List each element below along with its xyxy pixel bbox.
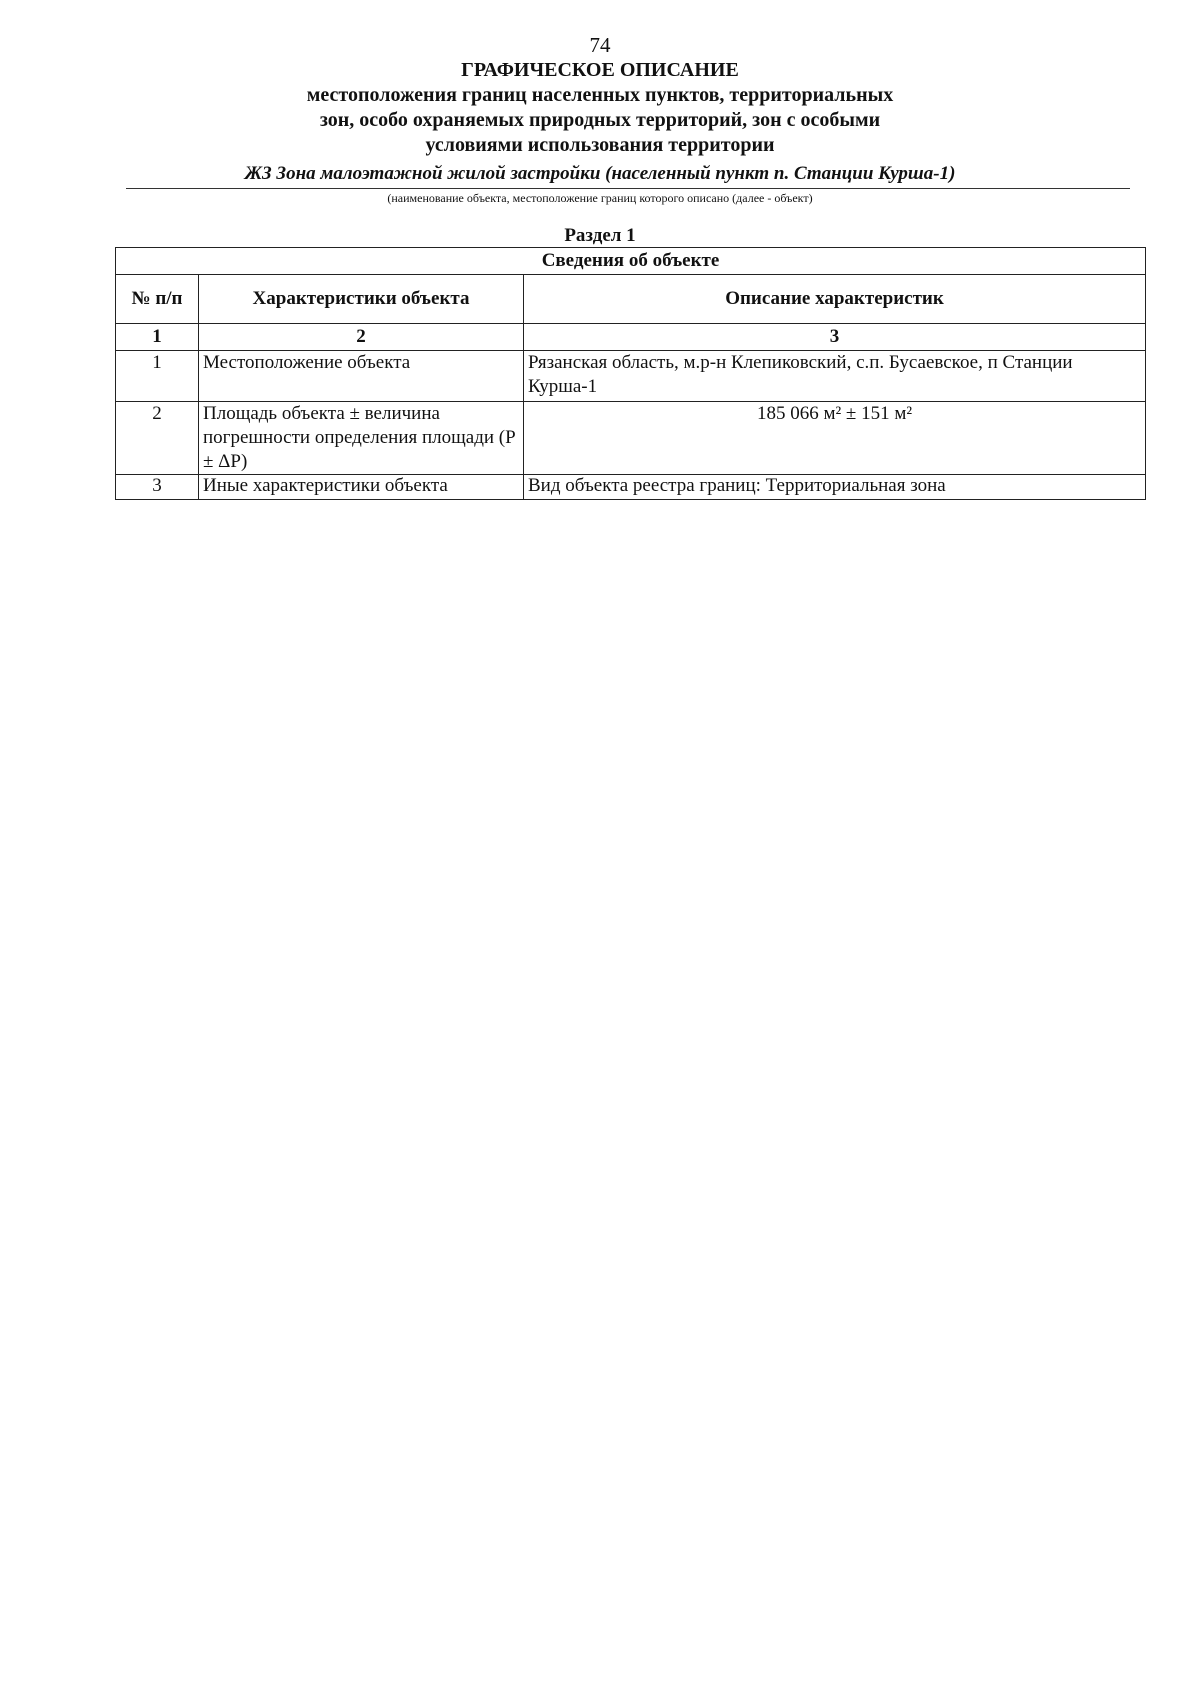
table-header-row bbox=[116, 275, 1146, 324]
table-row bbox=[116, 351, 1146, 402]
section-title: Раздел 1 bbox=[564, 225, 636, 246]
row-characteristic: Иные характеристики объекта bbox=[199, 475, 524, 500]
row-characteristic: Местоположение объекта bbox=[199, 351, 524, 402]
title-line-2: зон, особо охраняемых природных территорий, зон с особыми bbox=[319, 109, 881, 131]
column-number: 1 bbox=[116, 324, 199, 351]
table-banner: Сведения об объекте bbox=[116, 248, 1146, 275]
table-row bbox=[116, 475, 1146, 500]
header-description: Описание характеристик bbox=[524, 275, 1146, 324]
column-numbers-row bbox=[116, 324, 1146, 351]
table-banner-row bbox=[116, 248, 1146, 275]
title-heading: ГРАФИЧЕСКОЕ ОПИСАНИЕ bbox=[461, 59, 739, 81]
row-num: 1 bbox=[116, 351, 199, 402]
page-number: 74 bbox=[589, 33, 611, 57]
object-name: ЖЗ Зона малоэтажной жилой застройки (населенный пункт п. Станции Курша-1) bbox=[244, 163, 956, 184]
object-name-underline bbox=[126, 188, 1130, 189]
header-num: № п/п bbox=[116, 275, 199, 324]
table-row bbox=[116, 402, 1146, 475]
header-characteristics: Характеристики объекта bbox=[199, 275, 524, 324]
column-number: 3 bbox=[524, 324, 1146, 351]
title-line-1: местоположения границ населенных пунктов, территориальных bbox=[306, 84, 894, 106]
row-num: 2 bbox=[116, 402, 199, 475]
row-num: 3 bbox=[116, 475, 199, 500]
row-description: Вид объекта реестра границ: Территориальная зона bbox=[524, 475, 1146, 500]
title-line-3: условиями использования территории bbox=[425, 134, 775, 156]
column-number: 2 bbox=[199, 324, 524, 351]
row-description: 185 066 м² ± 151 м² bbox=[524, 402, 1146, 475]
object-info-table bbox=[115, 247, 1146, 500]
row-description: Рязанская область, м.р-н Клепиковский, с.п. Бусаевское, п Станции Курша-1 bbox=[524, 351, 1146, 402]
row-characteristic: Площадь объекта ± величина погрешности определения площади (P ± ΔP) bbox=[199, 402, 524, 475]
object-name-caption: (наименование объекта, местоположение границ которого описано (далее - объект) bbox=[387, 191, 813, 205]
document-title bbox=[0, 58, 1200, 158]
